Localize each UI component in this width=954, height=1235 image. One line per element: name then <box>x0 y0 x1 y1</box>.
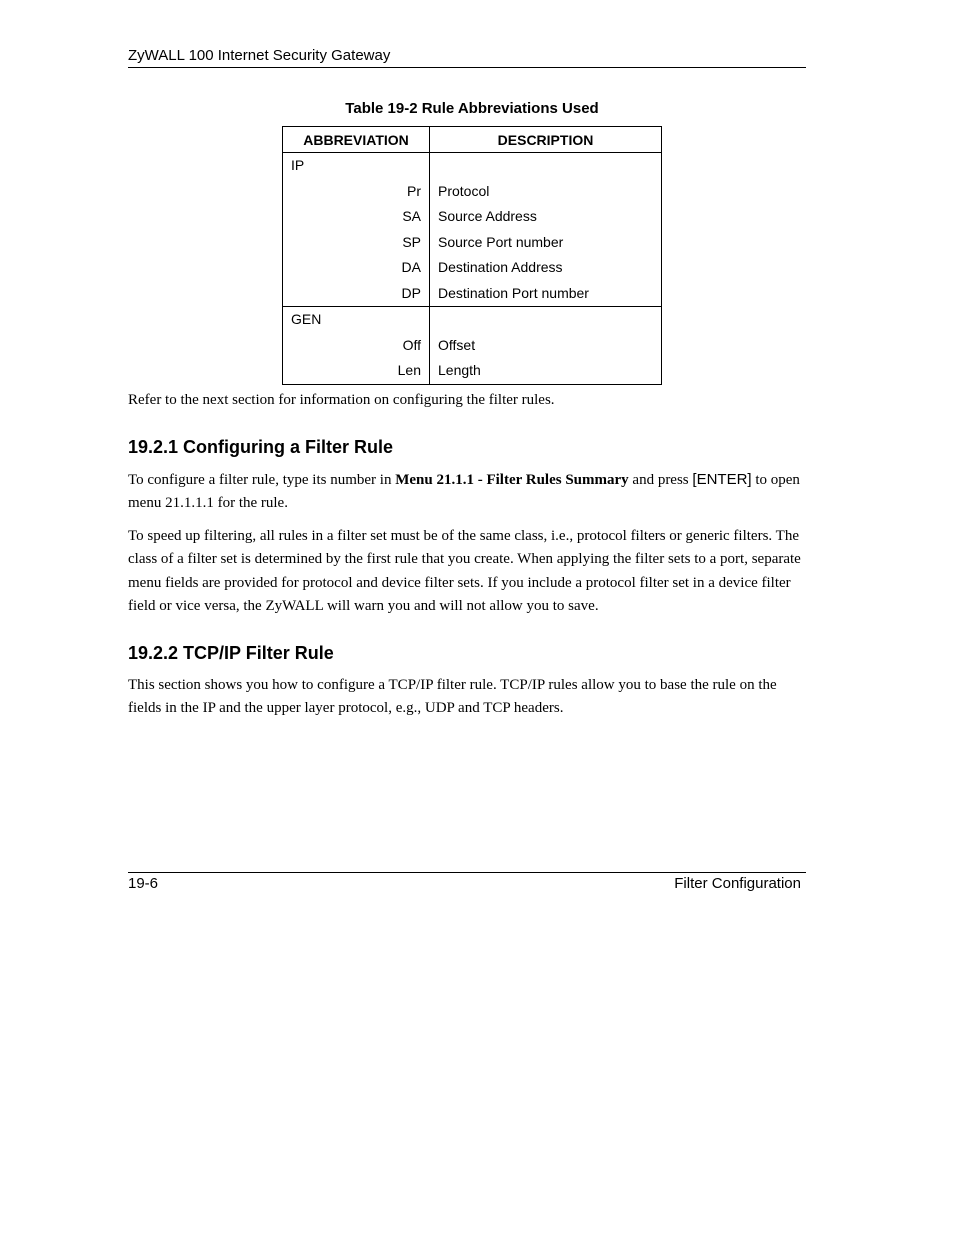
table-group-row <box>283 307 662 333</box>
tcpip-rule-paragraph: This section shows you how to configure a TCP/IP filter rule. TCP/IP rules allow you to base the rule on the fields in the IP and the upper layer protocol, e.g., UDP and TCP headers. <box>128 677 777 717</box>
group-name: GEN <box>283 307 430 333</box>
section-heading-tcpip-filter-rule: 19.2.2 TCP/IP Filter Rule <box>128 643 334 663</box>
paragraph-text: To configure a filter rule, type its number in <box>128 472 396 488</box>
description-cell: Offset <box>430 333 662 359</box>
configure-rule-paragraph <box>128 468 808 516</box>
abbreviation-cell: DP <box>283 281 430 307</box>
table-caption: Table 19-2 Rule Abbreviations Used <box>345 100 599 117</box>
description-cell: Destination Port number <box>430 281 662 307</box>
description-cell: Protocol <box>430 179 662 205</box>
table-group-row <box>283 153 662 179</box>
table-row <box>283 255 662 281</box>
table-row <box>283 358 662 384</box>
header-title: ZyWALL 100 Internet Security Gateway <box>128 47 391 64</box>
rule-abbreviations-table <box>282 126 662 385</box>
abbreviation-cell: DA <box>283 255 430 281</box>
filter-class-paragraph: To speed up filtering, all rules in a filter set must be of the same class, i.e., protocol filters or generic filters. The class of a filter set is determined by the first rule that you create. When applying the filter sets to a port, separate menu fields are provided for protocol and device filter sets. If you include a protocol filter set in a device filter field or vice versa, the ZyWALL will warn you and will not allow you to save. <box>128 528 801 614</box>
running-header <box>128 47 806 68</box>
group-description <box>430 153 662 179</box>
table-row <box>283 281 662 307</box>
abbreviation-cell: Pr <box>283 179 430 205</box>
description-cell: Length <box>430 358 662 384</box>
description-cell: Source Address <box>430 204 662 230</box>
intro-paragraph: Refer to the next section for information on configuring the filter rules. <box>128 392 555 408</box>
column-header-description: DESCRIPTION <box>430 127 662 153</box>
key-reference: [ENTER] <box>692 471 752 488</box>
table-row <box>283 204 662 230</box>
menu-reference: Menu 21.1.1 - Filter Rules Summary <box>395 472 629 488</box>
section-heading-configuring-filter-rule: 19.2.1 Configuring a Filter Rule <box>128 437 394 457</box>
abbreviation-cell: Off <box>283 333 430 359</box>
table-row <box>283 333 662 359</box>
table-row <box>283 179 662 205</box>
group-description <box>430 307 662 333</box>
group-name: IP <box>283 153 430 179</box>
chapter-title: Filter Configuration <box>674 875 801 892</box>
paragraph-text: to open menu 21.1.1.1 for the rule. <box>128 472 800 512</box>
abbreviation-cell: SA <box>283 204 430 230</box>
table-row <box>283 230 662 256</box>
abbreviation-cell: Len <box>283 358 430 384</box>
running-footer <box>128 872 806 893</box>
column-header-abbreviation: ABBREVIATION <box>283 127 430 153</box>
description-cell: Destination Address <box>430 255 662 281</box>
abbreviation-cell: SP <box>283 230 430 256</box>
page-number: 19-6 <box>128 875 159 892</box>
paragraph-text: and press <box>628 472 693 488</box>
table-header-row <box>283 127 662 153</box>
description-cell: Source Port number <box>430 230 662 256</box>
